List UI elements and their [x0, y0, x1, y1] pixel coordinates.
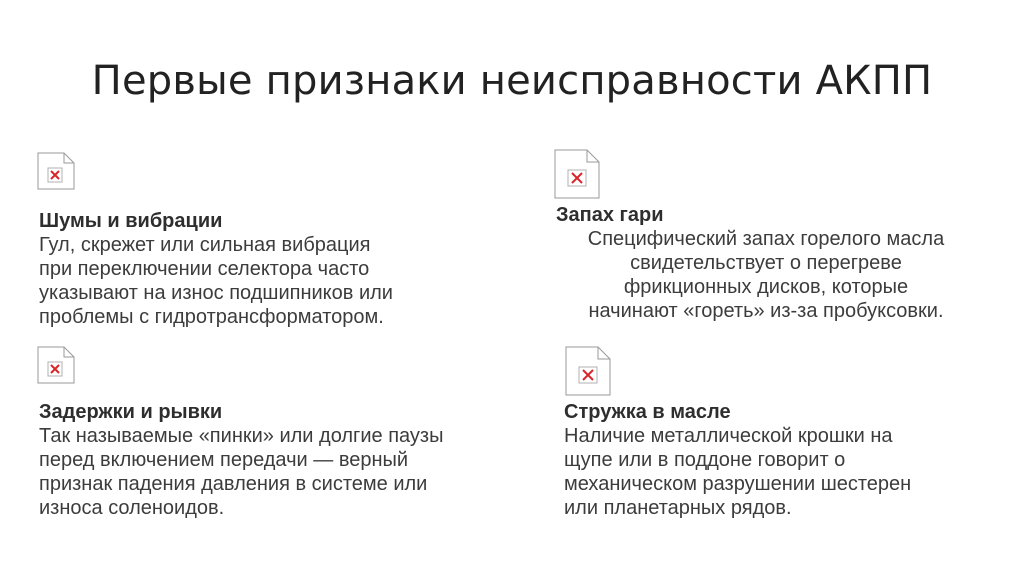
- item-heading: Шумы и вибрации: [39, 210, 223, 232]
- item-text-line: Наличие металлической крошки на: [564, 425, 893, 447]
- item-text-line: указывают на износ подшипников или: [39, 282, 393, 304]
- item-text-line: износа соленоидов.: [39, 497, 225, 519]
- broken-image-icon: [37, 346, 75, 384]
- item-heading: Задержки и рывки: [39, 401, 223, 423]
- broken-image-icon: [565, 346, 611, 396]
- item-text-line: свидетельствует о перегреве: [630, 252, 902, 274]
- item-text-line: Специфический запах горелого масла: [587, 228, 945, 250]
- item-text-line: начинают «гореть» из-за пробуксовки.: [588, 300, 944, 322]
- item-heading: Запах гари: [556, 204, 664, 226]
- broken-image-icon: [37, 152, 75, 190]
- item-text-line: признак падения давления в системе или: [39, 473, 428, 495]
- item-text-line: проблемы с гидротрансформатором.: [39, 306, 384, 328]
- item-heading: Стружка в масле: [564, 401, 731, 423]
- item-text-line: фрикционных дисков, которые: [623, 276, 909, 298]
- broken-image-icon: [554, 149, 600, 199]
- item-text-line: щупе или в поддоне говорит о: [564, 449, 846, 471]
- item-text-line: или планетарных рядов.: [564, 497, 792, 519]
- item-text-line: Так называемые «пинки» или долгие паузы: [39, 425, 444, 447]
- item-text-line: механическом разрушении шестерен: [564, 473, 912, 495]
- slide-title: Первые признаки неисправности АКПП: [91, 58, 933, 104]
- item-text-line: перед включением передачи — верный: [39, 449, 409, 471]
- item-text-line: Гул, скрежет или сильная вибрация: [39, 234, 371, 256]
- item-text-line: при переключении селектора часто: [39, 258, 370, 280]
